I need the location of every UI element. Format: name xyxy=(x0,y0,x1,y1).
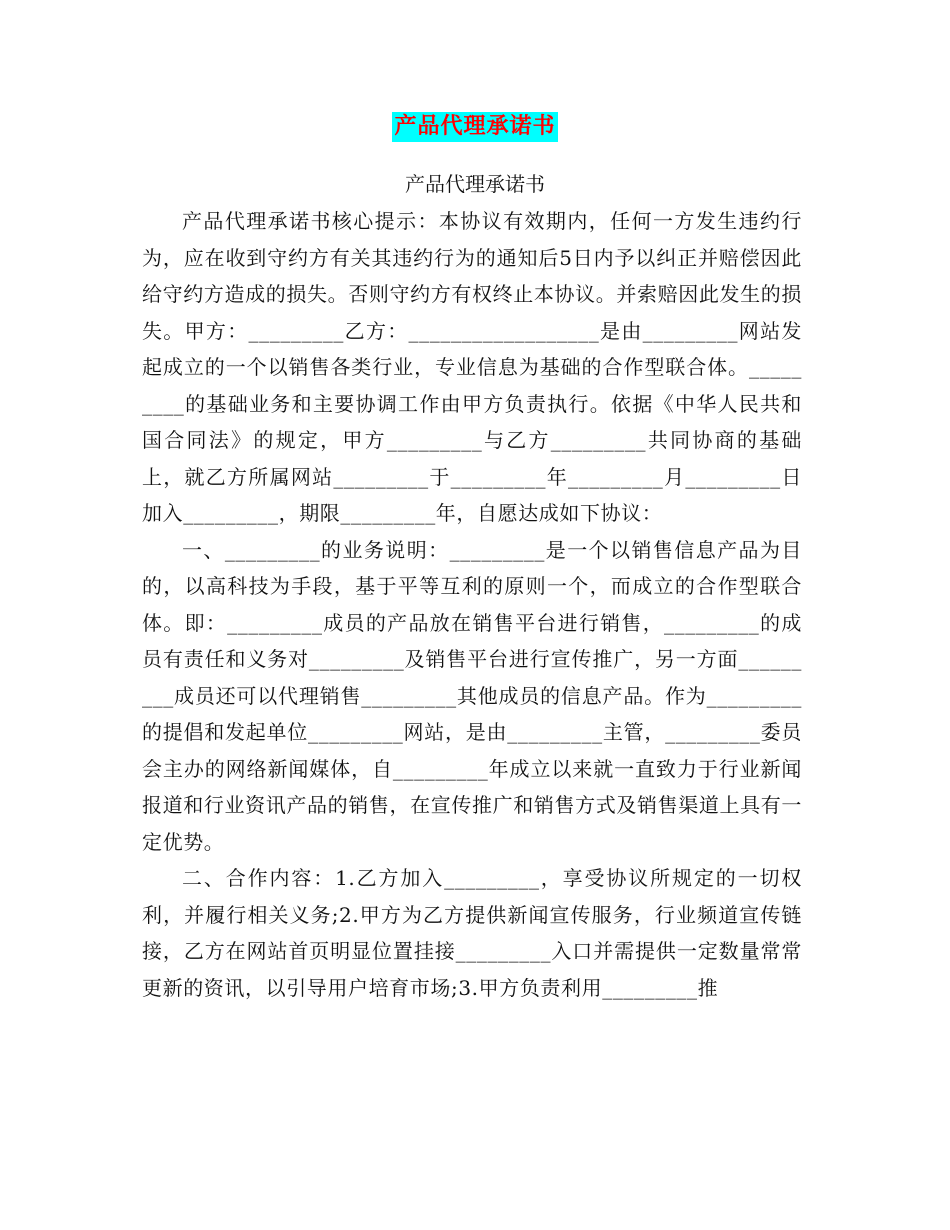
title-container xyxy=(0,112,950,142)
paragraph-section-2: 二、合作内容：1.乙方加入_________，享受协议所规定的一切权利，并履行相关义务;2.甲方为乙方提供新闻宣传服务，行业频道宣传链接，乙方在网站首页明显位置挂接_________入口并需提供一定数量常常更新的资讯，以引导用户培育市场;3.甲方负责利用_________推 xyxy=(142,866,802,1000)
paragraph-intro: 产品代理承诺书核心提示：本协议有效期内，任何一方发生违约行为，应在收到守约方有关其违约行为的通知后5日内予以纠正并赔偿因此给守约方造成的损失。否则守约方有权终止本协议。并索赔因此发生的损失。甲方：_________乙方：__________________是由_________网站发起成立的一个以销售各类行业，专业信息为基础的合作型联合体。_________的基础业务和主要协调工作由甲方负责执行。依据《中华人民共和国合同法》的规定，甲方_________与乙方_________共同协商的基础上，就乙方所属网站_________于_________年_________月_________日加入_________，期限_________年，自愿达成如下协议： xyxy=(142,209,802,525)
document-title: 产品代理承诺书 xyxy=(392,112,557,142)
paragraph-section-1: 一、_________的业务说明：_________是一个以销售信息产品为目的，以高科技为手段，基于平等互利的原则一个，而成立的合作型联合体。即：_________成员的产品放在销售平台进行销售，_________的成员有责任和义务对_________及销售平台进行宣传推广，另一方面_________成员还可以代理销售_________其他成员的信息产品。作为_________的提倡和发起单位_________网站，是由_________主管，_________委员会主办的网络新闻媒体，自_________年成立以来就一直致力于行业新闻报道和行业资讯产品的销售，在宣传推广和销售方式及销售渠道上具有一定优势。 xyxy=(142,537,802,854)
document-body xyxy=(142,203,802,1006)
document-subtitle: 产品代理承诺书 xyxy=(405,172,545,196)
